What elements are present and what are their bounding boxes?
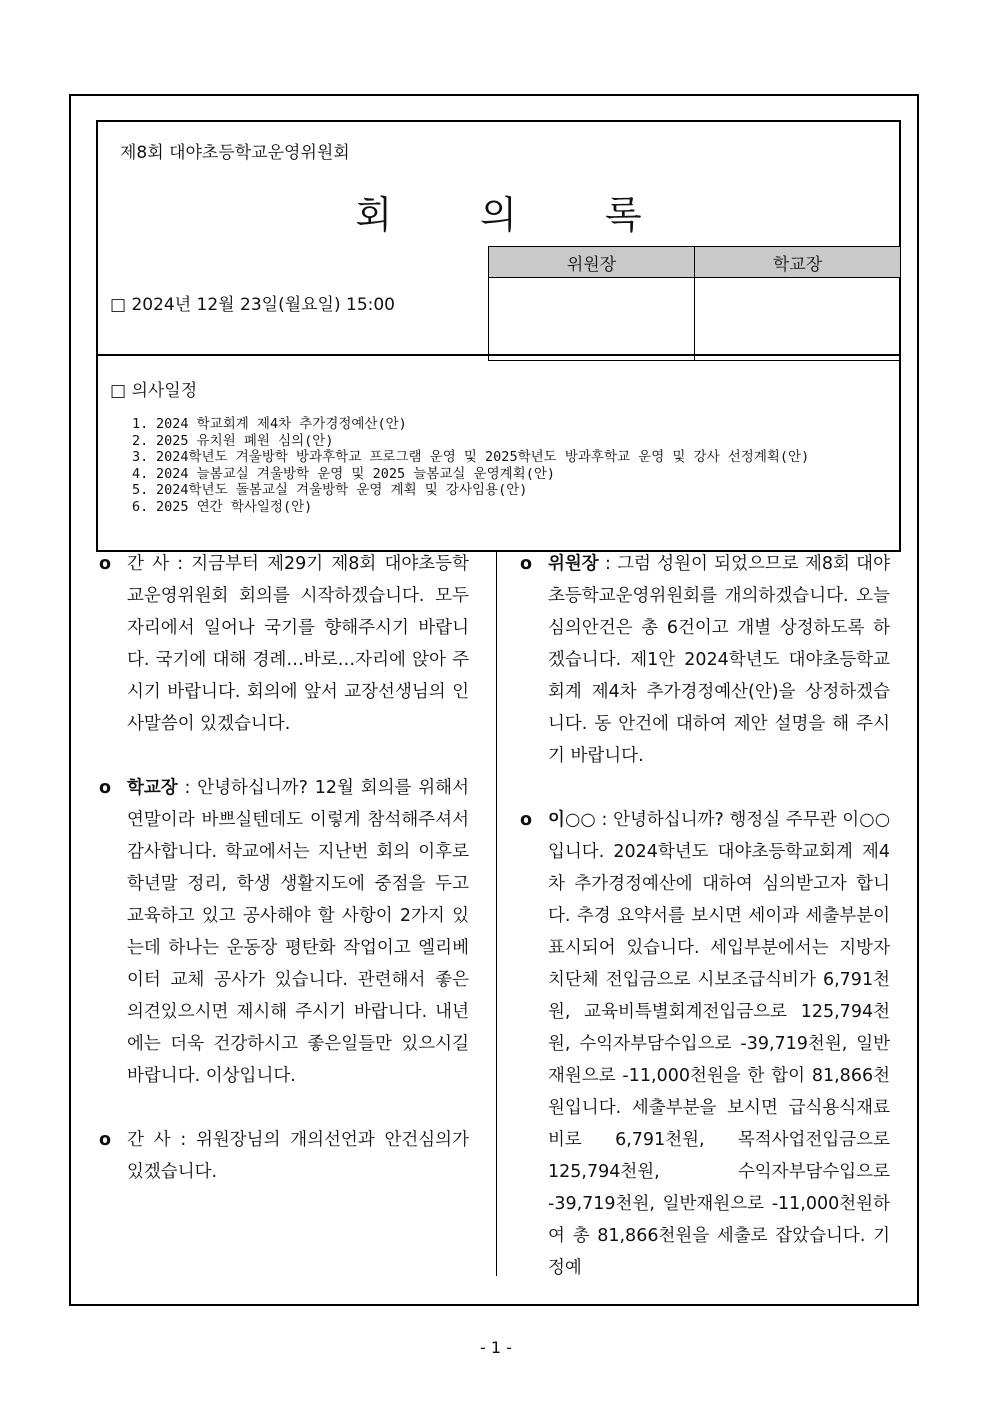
entry-text: : 그럼 성원이 되었으므로 제8회 대야초등학교운영위원회를 개의하겠습니다. 오늘 심의안건은 총 6건이고 개별 상정하도록 하겠습니다. 제1안 2024학년도 대야초등학교회계 제4차 추가경정예산(안)을 상정하겠습니다. 동 안건에 대하여 제안 설명을 해 주시기 바랍니다. bbox=[548, 554, 890, 766]
entry-bullet: o bbox=[99, 1130, 112, 1150]
agenda-item-text: 2025 연간 학사일정(안) bbox=[156, 498, 313, 515]
agenda-item-number: 5. bbox=[132, 482, 149, 498]
entry-bullet: o bbox=[520, 554, 533, 574]
minutes-entry bbox=[99, 1124, 469, 1188]
signature-cell-chair bbox=[489, 278, 695, 361]
minutes-entry bbox=[520, 548, 890, 772]
entry-bullet: o bbox=[99, 778, 112, 798]
agenda-item-number: 1. bbox=[132, 416, 149, 432]
meeting-date: □ 2024년 12월 23일(월요일) 15:00 bbox=[110, 295, 395, 315]
entry-bullet: o bbox=[520, 810, 533, 830]
entry-text: : 위원장님의 개의선언과 안건심의가 있겠습니다. bbox=[127, 1130, 469, 1182]
minutes-left-column bbox=[99, 548, 469, 1220]
agenda-item-text: 2024 학교회계 제4차 추가경정예산(안) bbox=[156, 416, 407, 432]
agenda-item-text: 2025 유치원 폐원 심의(안) bbox=[156, 432, 334, 449]
entry-speaker: 학교장 bbox=[127, 778, 178, 798]
document-title: 회 의 록 bbox=[355, 193, 680, 237]
column-divider bbox=[496, 552, 497, 1276]
entry-bullet: o bbox=[99, 554, 112, 574]
agenda-item-number: 2. bbox=[132, 432, 149, 449]
signature-cell-principal bbox=[695, 278, 901, 361]
committee-name: 제8회 대야초등학교운영위원회 bbox=[120, 143, 350, 163]
agenda-item bbox=[132, 499, 895, 516]
minutes-entry bbox=[99, 772, 469, 1092]
entry-speaker: 위원장 bbox=[548, 554, 599, 574]
minutes-right-column bbox=[520, 548, 890, 1316]
agenda-item-number: 3. bbox=[132, 449, 149, 465]
header-divider bbox=[98, 354, 899, 356]
agenda-item-text: 2024학년도 돌봄교실 겨울방학 운영 계획 및 강사임용(안) bbox=[156, 482, 528, 498]
entry-text: : 지금부터 제29기 제8회 대야초등학교운영위원회 회의를 시작하겠습니다. 모두 자리에서 일어나 국기를 향해주시기 바랍니다. 국기에 대해 경례…바로…자리에 앉아 주시기 바랍니다. 회의에 앞서 교장선생님의 인사말씀이 있겠습니다. bbox=[127, 554, 469, 734]
minutes-entry bbox=[99, 548, 469, 740]
agenda-item bbox=[132, 466, 895, 483]
agenda-item-text: 2024학년도 겨울방학 방과후학교 프로그램 운영 및 2025학년도 방과후학교 운영 및 강사 선정계획(안) bbox=[156, 449, 810, 465]
signature-header-chair: 위원장 bbox=[489, 247, 695, 278]
signature-header-principal: 학교장 bbox=[695, 247, 901, 278]
entry-speaker: 간 사 bbox=[127, 554, 169, 574]
page-number: - 1 - bbox=[480, 1338, 512, 1357]
agenda-item bbox=[132, 482, 895, 499]
agenda-item bbox=[132, 449, 895, 466]
entry-text: : 안녕하십니까? 12월 회의를 위해서 연말이라 바쁘실텐데도 이렇게 참석해주셔서 감사합니다. 학교에서는 지난번 회의 이후로 학년말 정리, 학생 생활지도에 중점을 두고 교육하고 있고 공사해야 할 사항이 2가지 있는데 하나는 운동장 평탄화 작업이고 엘리베이터 교체 공사가 있습니다. 관련해서 좋은 의견있으시면 제시해 주시기 바랍니다. 내년에는 더욱 건강하시고 좋은일들만 있으시길 바랍니다. 이상입니다. bbox=[127, 778, 469, 1086]
agenda-item-number: 6. bbox=[132, 498, 149, 515]
agenda-item-text: 2024 늘봄교실 겨울방학 운영 및 2025 늘봄교실 운영계획(안) bbox=[156, 465, 555, 482]
entry-text: : 안녕하십니까? 행정실 주무관 이○○입니다. 2024학년도 대야초등학교회계 제4차 추가경정예산에 대하여 심의받고자 합니다. 추경 요약서를 보시면 세이과 세출부분이 표시되어 있습니다. 세입부분에서는 지방자치단체 전입금으로 시보조급식비가 6,791천원, 교육비특별회계전입금으로 125,794천원, 수익자부담수입으로 -39,719천원, 일반재원으로 -11,000천원을 한 합이 81,866천원입니다. 세출부분을 보시면 급식용식재료비로 6,791천원, 목적사업전입금으로 125,794천원, 수익자부담수입으로 -39,719천원, 일반재원으로 -11,000천원하여 총 81,866천원을 세출로 잡았습니다. 기정예 bbox=[548, 810, 890, 1278]
entry-speaker: 이○○ bbox=[548, 810, 596, 830]
header-box bbox=[96, 120, 901, 552]
minutes-entry bbox=[520, 804, 890, 1284]
agenda-list bbox=[132, 416, 895, 515]
signature-table bbox=[488, 246, 901, 361]
agenda-heading: □ 의사일정 bbox=[110, 381, 198, 401]
entry-speaker: 간 사 bbox=[127, 1130, 171, 1150]
agenda-item bbox=[132, 416, 895, 433]
agenda-item bbox=[132, 433, 895, 450]
agenda-item-number: 4. bbox=[132, 465, 149, 482]
